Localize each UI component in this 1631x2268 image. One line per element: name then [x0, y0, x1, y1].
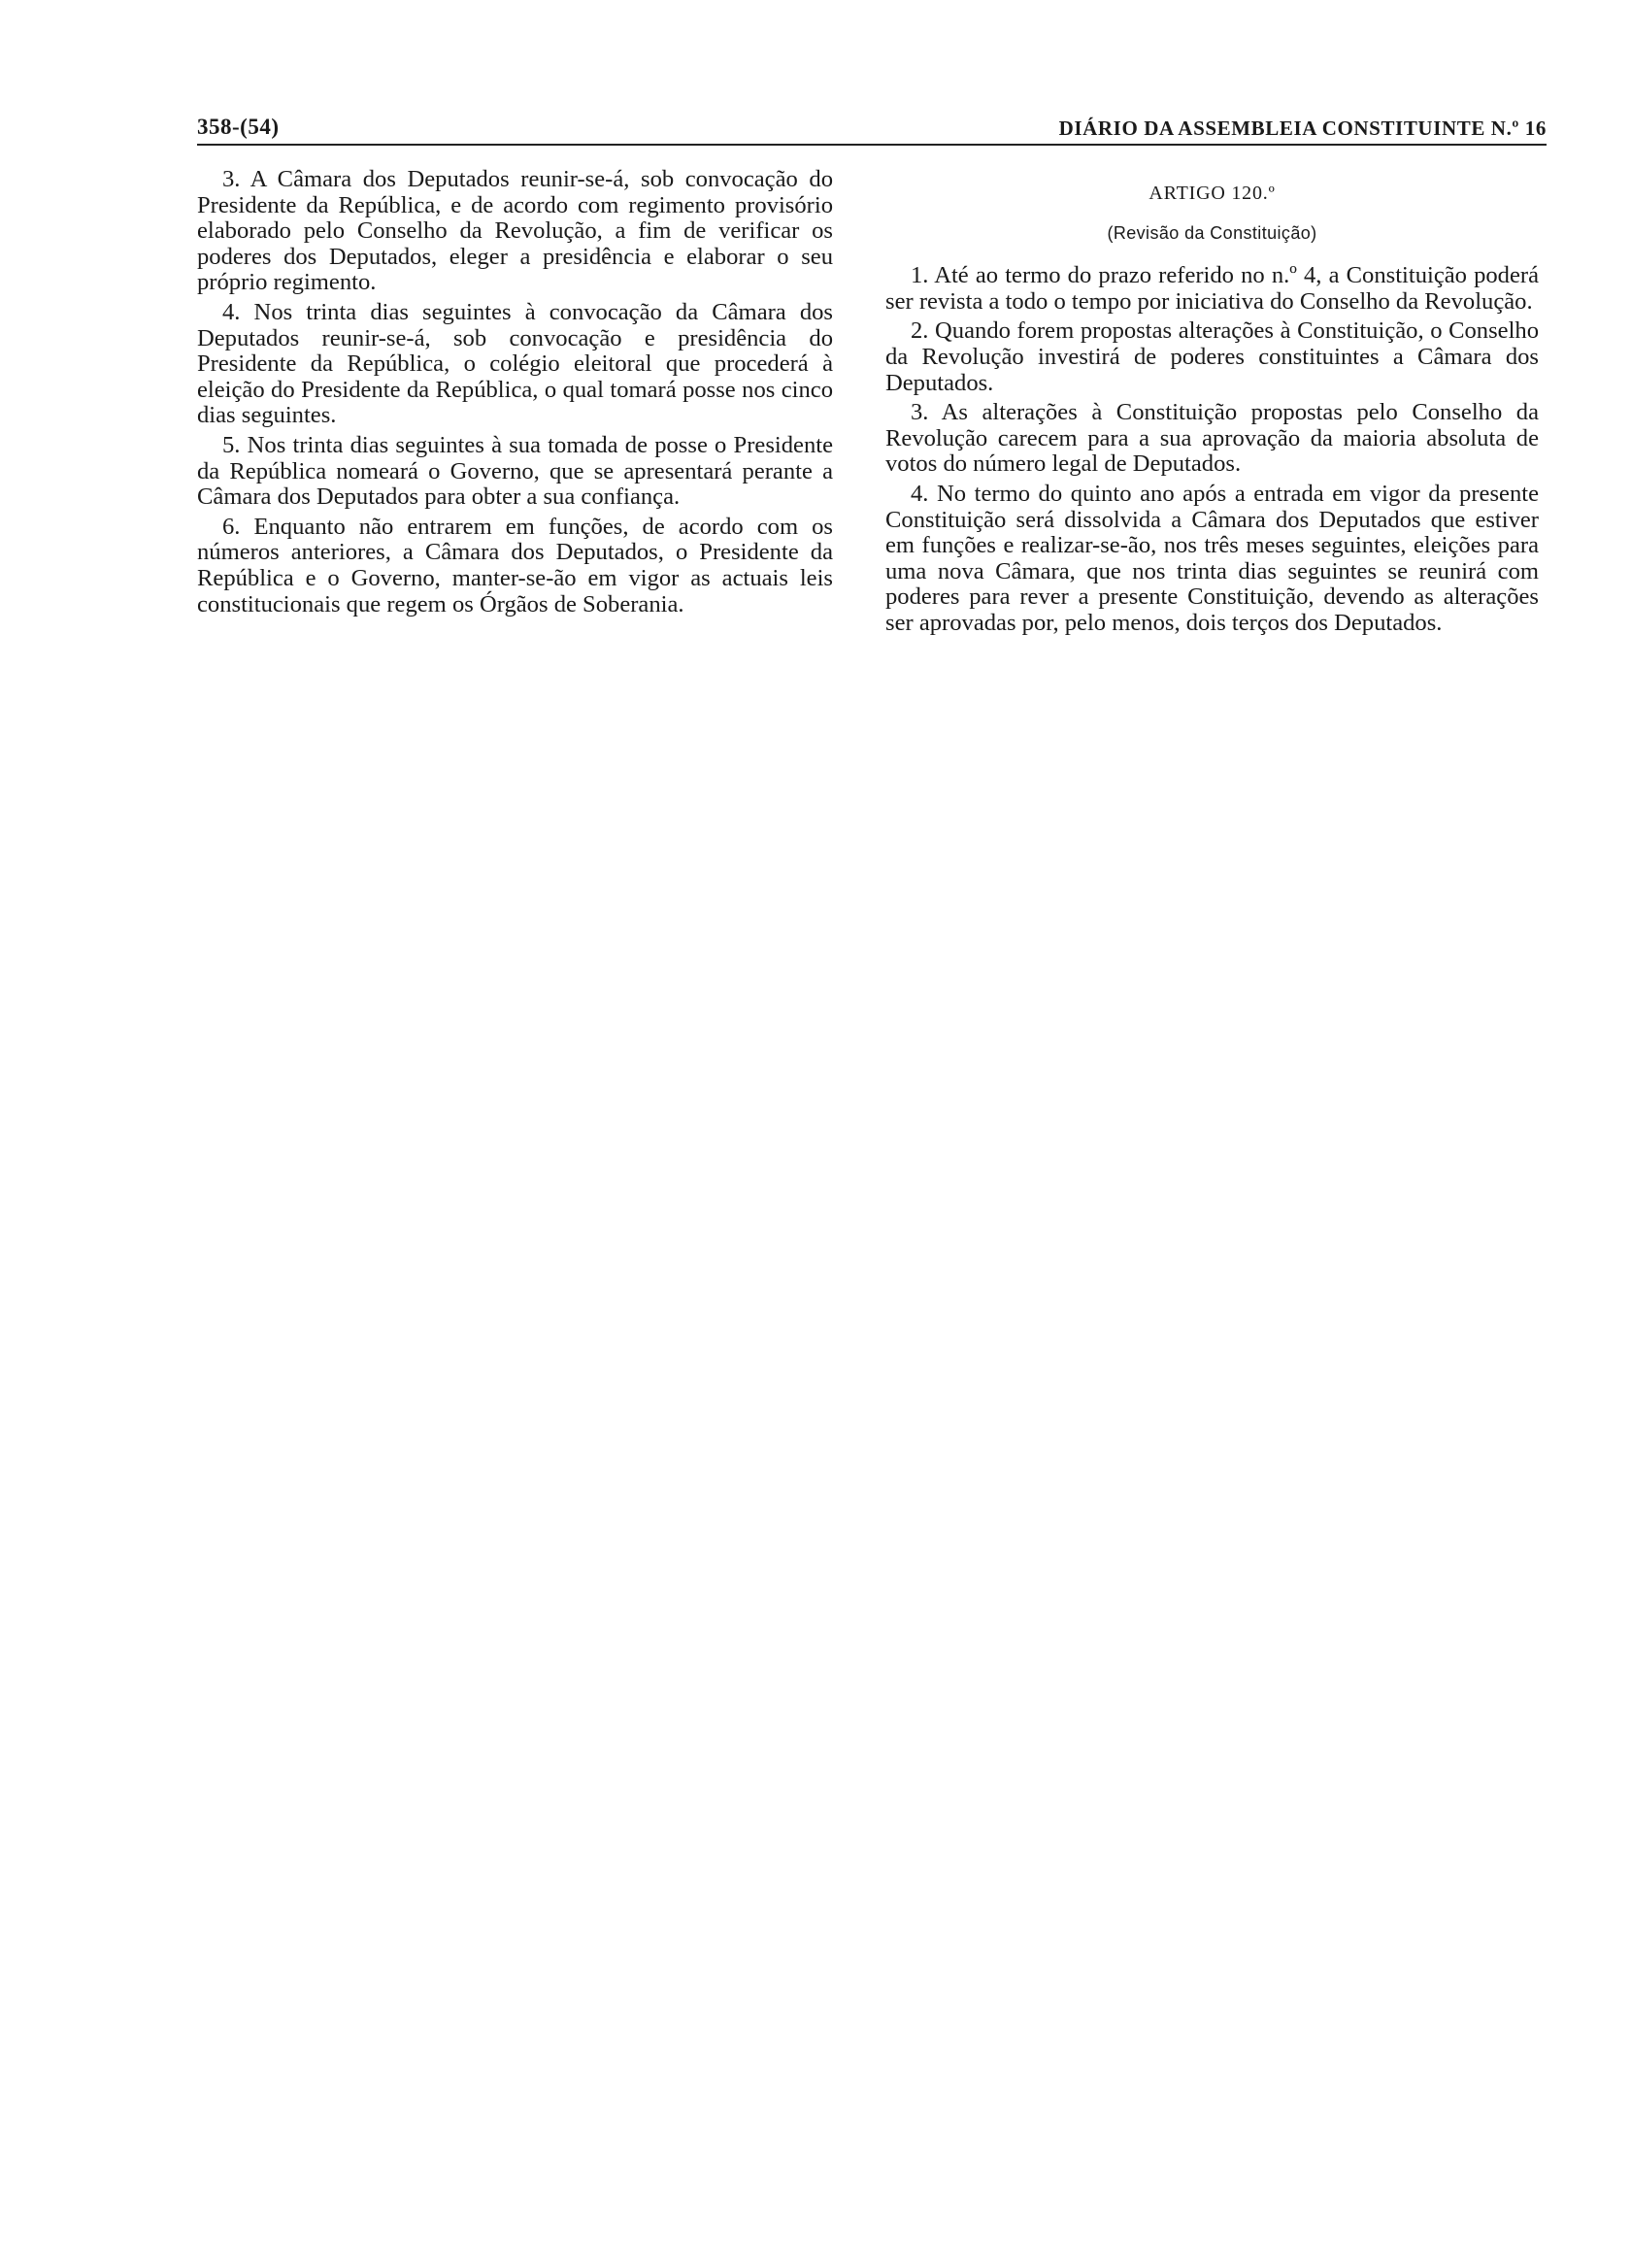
page-number: 358-(54): [197, 115, 280, 139]
right-column: [885, 167, 1539, 641]
header-divider: [197, 144, 1547, 146]
left-paragraph-5: 5. Nos trinta dias seguintes à sua tomada de posse o Presidente da República nomeará o Governo, que se apresentará perante a Câmara dos Deputados para obter a sua confiança.: [197, 431, 833, 511]
right-paragraph-4: 4. No termo do quinto ano após a entrada em vigor da presente Constituição será dissolvida a Câmara dos Deputados que estiver em funções e realizar-se-ão, nos três meses seguintes, eleições para uma nova Câmara, que nos trinta dias seguintes se reunirá com poderes para rever a presente Constituição, devendo as alterações ser aprovadas por, pelo menos, dois terços dos Deputados.: [885, 480, 1539, 636]
right-paragraph-2: 2. Quando forem propostas alterações à Constituição, o Conselho da Revolução investirá de poderes constituintes a Câmara dos Deputados.: [885, 317, 1539, 396]
right-paragraph-3: 3. As alterações à Constituição propostas pelo Conselho da Revolução carecem para a sua aprovação da maioria absoluta de votos do número legal de Deputados.: [885, 399, 1539, 478]
page-header: [197, 109, 1547, 144]
article-heading: ARTIGO 120.º: [1148, 183, 1276, 204]
left-paragraph-4: 4. Nos trinta dias seguintes à convocação da Câmara dos Deputados reunir-se-á, sob convocação e presidência do Presidente da República, o colégio eleitoral que procederá à eleição do Presidente da República, o qual tomará posse nos cinco dias seguintes.: [197, 298, 833, 429]
left-paragraph-6: 6. Enquanto não entrarem em funções, de acordo com os números anteriores, a Câmara dos Deputados, o Presidente da República e o Governo, manter-se-ão em vigor as actuais leis constitucionais que regem os Órgãos de Soberania.: [197, 513, 833, 617]
left-column: [197, 167, 833, 621]
article-subtitle: (Revisão da Constituição): [1107, 222, 1317, 243]
left-paragraph-3: 3. A Câmara dos Deputados reunir-se-á, sob convocação do Presidente da República, e de acordo com regimento provisório elaborado pelo Conselho da Revolução, a fim de verificar os poderes dos Deputados, eleger a presidência e elaborar o seu próprio regimento.: [197, 166, 833, 296]
right-paragraph-1: 1. Até ao termo do prazo referido no n.º 4, a Constituição poderá ser revista a todo o tempo por iniciativa do Conselho da Revolução.: [885, 262, 1539, 315]
journal-title: DIÁRIO DA ASSEMBLEIA CONSTITUINTE N.º 16: [1058, 117, 1547, 140]
